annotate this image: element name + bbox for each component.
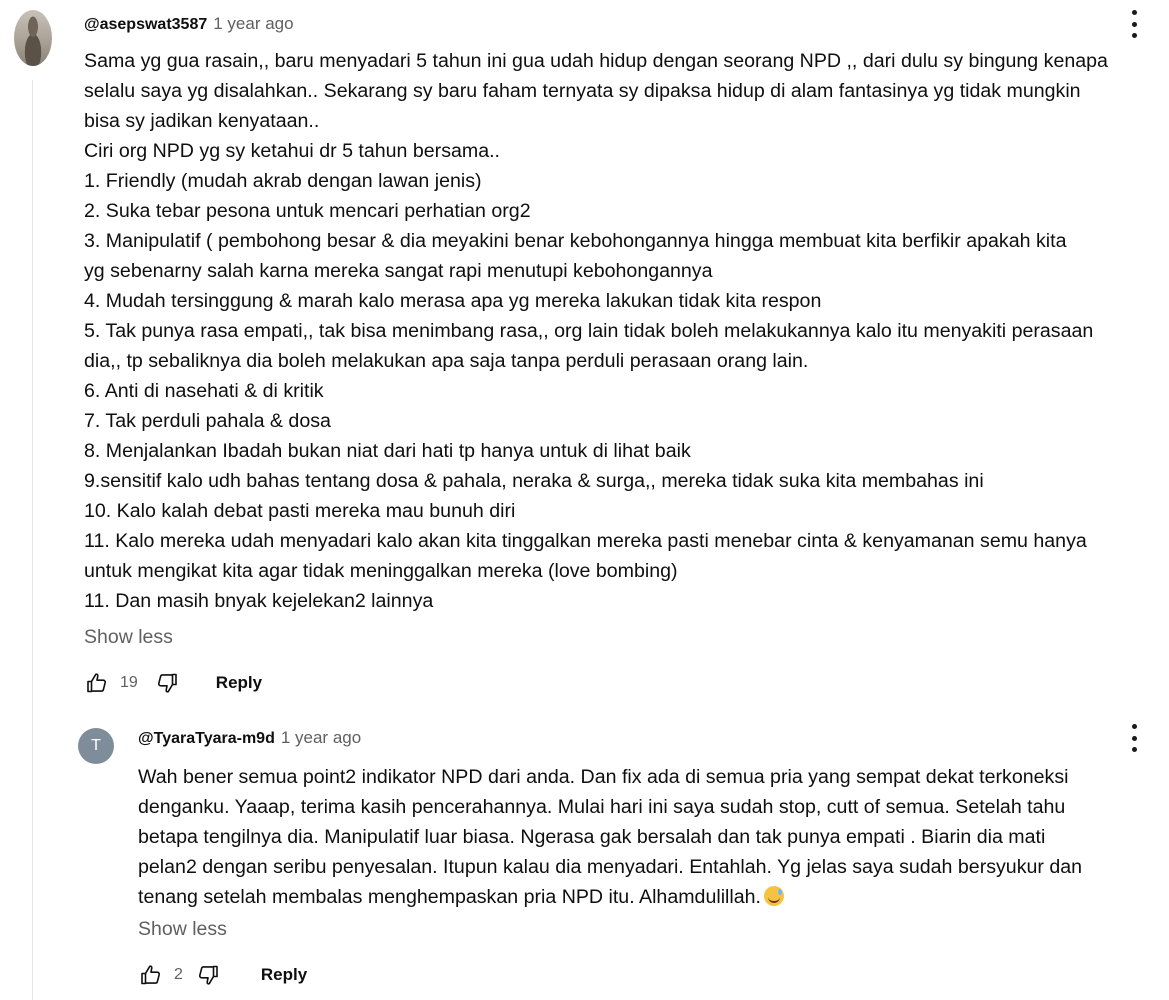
comment-line: 4. Mudah tersinggung & marah kalo merasa apa yg mereka lakukan tidak kita respon <box>84 290 822 312</box>
thumb-down-icon[interactable] <box>154 670 180 696</box>
comment-line: 6. Anti di nasehati & di kritik <box>84 380 324 402</box>
comment-line <box>138 882 1158 912</box>
comment-line: yg sebenarny salah karna mereka sangat rapi menutupi kebohongannya <box>84 260 713 282</box>
comment-line: Wah bener semua point2 indikator NPD dari anda. Dan fix ada di semua pria yang sempat dekat terkoneksi <box>138 766 1069 788</box>
comment-line: 10. Kalo kalah debat pasti mereka mau bunuh diri <box>84 500 516 522</box>
reply-button[interactable]: Reply <box>260 965 308 984</box>
comment-line: Sama yg gua rasain,, baru menyadari 5 tahun ini gua udah hidup dengan seorang NPD ,, dari dulu sy bingung kenapa <box>84 50 1108 72</box>
like-count: 2 <box>174 966 183 983</box>
author-handle[interactable]: @TyaraTyara-m9d <box>138 730 275 747</box>
thumb-up-icon[interactable] <box>138 962 164 988</box>
comment-line: 2. Suka tebar pesona untuk mencari perhatian org2 <box>84 200 531 222</box>
comment-line: 8. Menjalankan Ibadah bukan niat dari hati tp hanya untuk di lihat baik <box>84 440 691 462</box>
avatar[interactable] <box>14 10 52 66</box>
comment-line: dia,, tp sebaliknya dia boleh melakukan apa saja tanpa perduli perasaan orang lain. <box>84 350 809 372</box>
comment-line: untuk mengikat kita agar tidak meninggalkan mereka (love bombing) <box>84 560 678 582</box>
comment-text <box>138 762 1158 912</box>
comment-actions <box>138 962 307 988</box>
show-less-button[interactable]: Show less <box>84 626 173 648</box>
thumb-down-icon[interactable] <box>195 962 221 988</box>
comment-timestamp[interactable]: 1 year ago <box>213 14 294 33</box>
comment-line: denganku. Yaaap, terima kasih pencerahannya. Mulai hari ini saya sudah stop, cutt of semua. Setelah tahu <box>138 796 1066 818</box>
comment-timestamp[interactable]: 1 year ago <box>280 728 362 747</box>
grinning-sweat-emoji-icon <box>764 886 784 906</box>
comment-line: 5. Tak punya rasa empati,, tak bisa menimbang rasa,, org lain tidak boleh melakukannya kalo itu menyakiti perasaan <box>84 320 1094 342</box>
comment-line: pelan2 dengan seribu penyesalan. Itupun kalau dia menyadari. Entahlah. Yg jelas saya sudah bersyukur dan <box>138 856 1083 878</box>
author-handle[interactable]: @asepswat3587 <box>84 16 208 33</box>
reply-button[interactable]: Reply <box>215 673 263 692</box>
more-vertical-icon[interactable] <box>1129 724 1139 752</box>
comment-header <box>138 728 361 748</box>
comment-line: Ciri org NPD yg sy ketahui dr 5 tahun bersama.. <box>84 140 501 162</box>
show-less-button[interactable]: Show less <box>138 918 227 940</box>
comment-line: 9.sensitif kalo udh bahas tentang dosa & pahala, neraka & surga,, mereka tidak suka kita membahas ini <box>84 470 984 492</box>
comment-line: selalu saya yg disalahkan.. Sekarang sy baru faham ternyata sy dipaksa hidup di alam fantasinya yg tidak mungkin <box>84 80 1081 102</box>
comment-line: 7. Tak perduli pahala & dosa <box>84 410 331 432</box>
comment-line-text: tenang setelah membalas menghempaskan pria NPD itu. Alhamdulillah. <box>138 886 761 908</box>
comment-line: 3. Manipulatif ( pembohong besar & dia meyakini benar kebohongannya hingga membuat kita berfikir apakah kita <box>84 230 1067 252</box>
avatar[interactable]: T <box>78 728 114 764</box>
thread-line <box>32 80 33 1000</box>
comment-line: 11. Kalo mereka udah menyadari kalo akan kita tinggalkan mereka pasti menebar cinta & kenyamanan semu hanya <box>84 530 1087 552</box>
comment-header <box>84 14 294 34</box>
comment-text <box>84 46 1164 616</box>
thumb-up-icon[interactable] <box>84 670 110 696</box>
like-count: 19 <box>120 674 138 691</box>
comment-line: betapa tengilnya dia. Manipulatif luar biasa. Ngerasa gak bersalah dan tak punya empati . Biarin dia mati <box>138 826 1046 848</box>
comment-line: bisa sy jadikan kenyataan.. <box>84 110 320 132</box>
more-vertical-icon[interactable] <box>1129 10 1139 38</box>
comment-actions <box>84 670 262 696</box>
comment-line: 11. Dan masih bnyak kejelekan2 lainnya <box>84 590 434 612</box>
comment-line: 1. Friendly (mudah akrab dengan lawan jenis) <box>84 170 482 192</box>
